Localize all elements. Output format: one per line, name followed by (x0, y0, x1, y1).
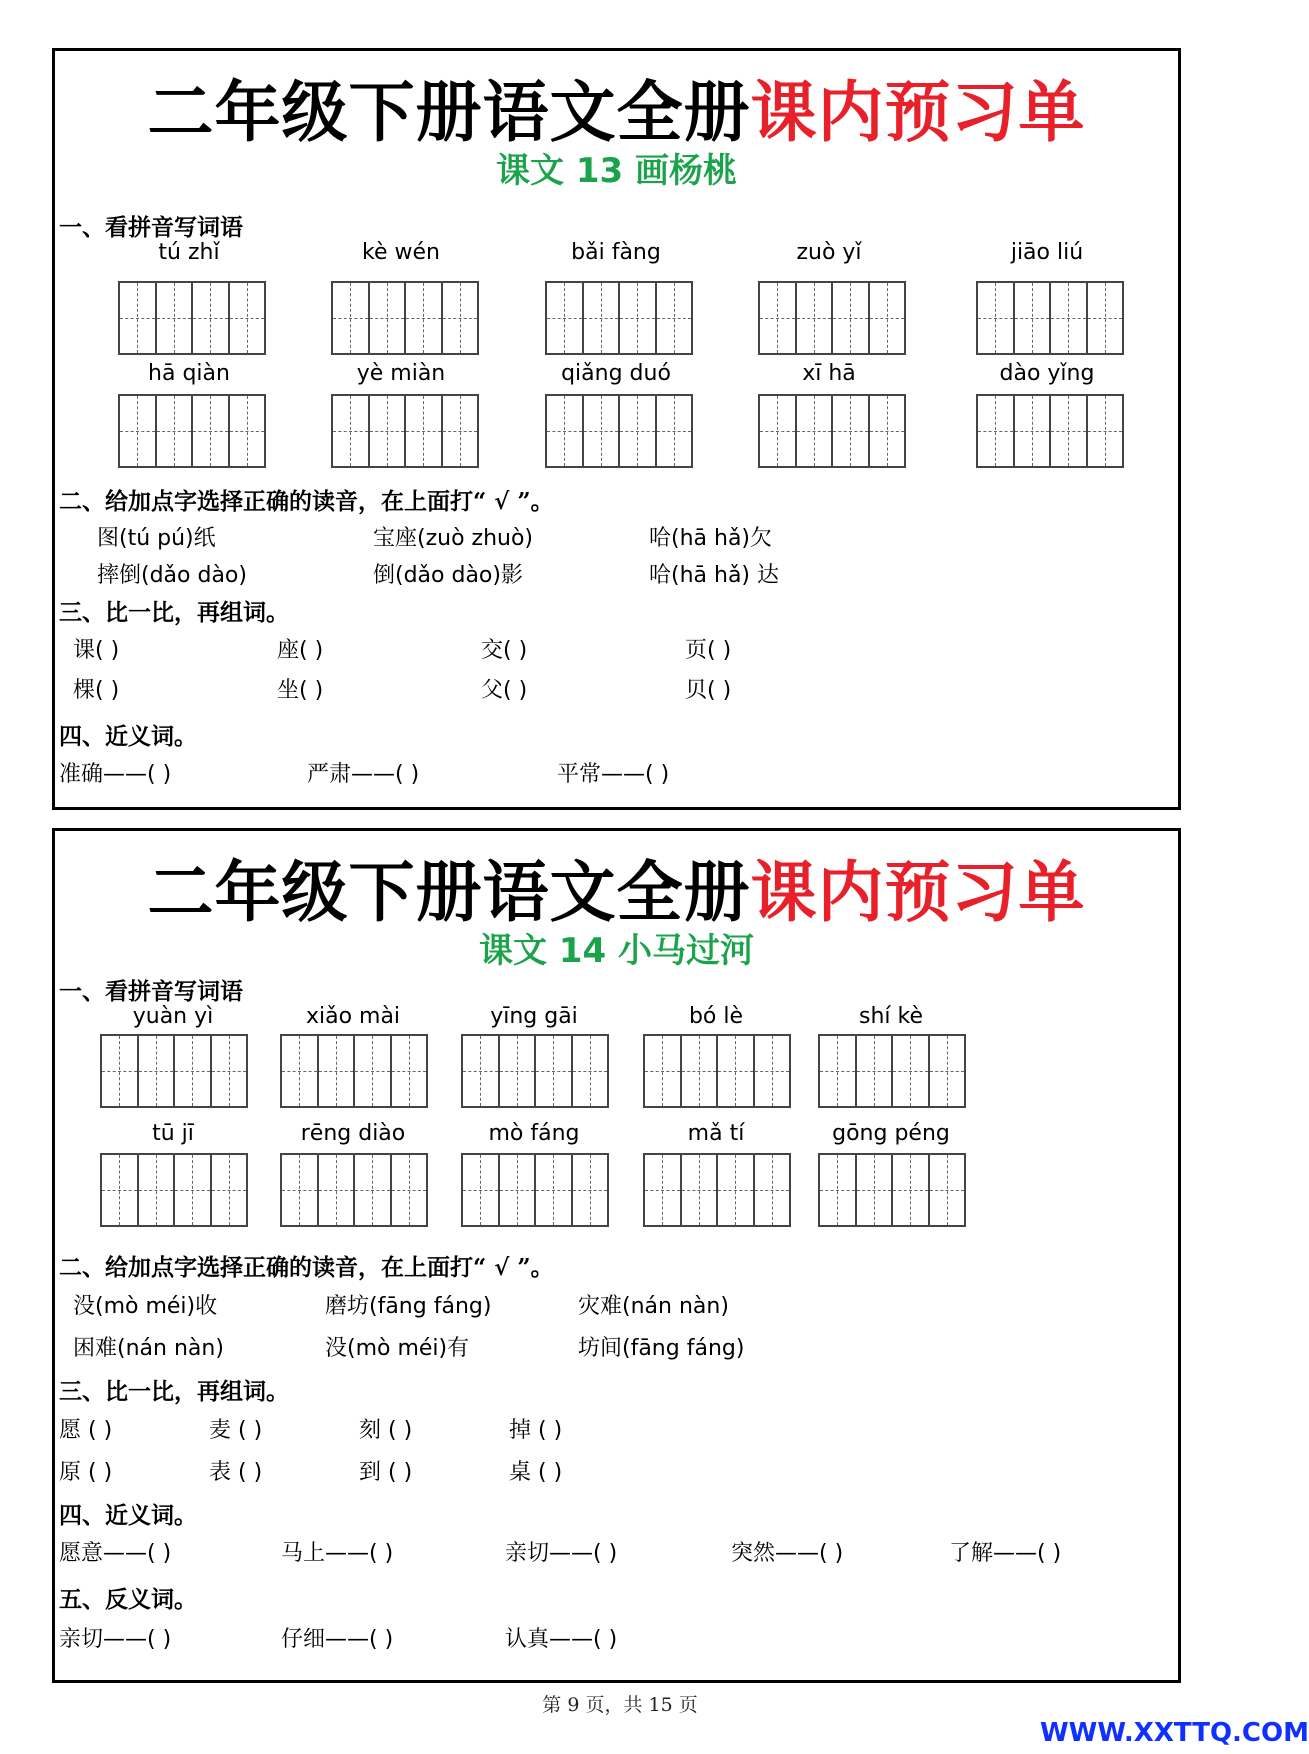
writing-grid[interactable] (758, 281, 906, 355)
reading-item[interactable]: 哈(hā hǎ) 达 (649, 563, 780, 588)
section-compare-heading: 三、比一比，再组词。 (59, 599, 289, 626)
pinyin-label: shí kè (858, 1004, 923, 1029)
compare-item[interactable]: 坐( ) (277, 678, 324, 703)
reading-item[interactable]: 图(tú pú)纸 (97, 526, 216, 551)
compare-item[interactable]: 座( ) (277, 638, 324, 663)
synonym-item[interactable]: 愿意——( ) (59, 1541, 172, 1566)
compare-item[interactable]: 麦 ( ) (209, 1418, 263, 1443)
page-footer: 第 9 页，共 15 页 (542, 1694, 698, 1716)
writing-grid[interactable] (331, 394, 479, 468)
reading-item[interactable]: 没(mò méi)收 (73, 1294, 218, 1319)
compare-item[interactable]: 到 ( ) (359, 1460, 413, 1485)
pinyin-label: rēng diào (300, 1121, 406, 1146)
compare-item[interactable]: 桌 ( ) (509, 1460, 563, 1485)
reading-item[interactable]: 困难(nán nàn) (73, 1336, 224, 1361)
pinyin-label: yè miàn (356, 361, 446, 386)
writing-grid[interactable] (461, 1034, 609, 1108)
writing-grid[interactable] (280, 1153, 428, 1227)
compare-item[interactable]: 愿 ( ) (59, 1418, 113, 1443)
synonym-item[interactable]: 平常——( ) (557, 762, 670, 787)
writing-grid[interactable] (331, 281, 479, 355)
writing-grid[interactable] (461, 1153, 609, 1227)
lesson-title: 课文 14 小马过河 (479, 931, 754, 971)
compare-item[interactable]: 课( ) (73, 638, 120, 663)
reading-item[interactable]: 灾难(nán nàn) (578, 1294, 729, 1319)
title-red-part: 课内预习单 (750, 853, 1086, 931)
title-black-part: 二年级下册语文全册 (147, 853, 751, 931)
reading-item[interactable]: 倒(dǎo dào)影 (373, 563, 523, 588)
synonym-item[interactable]: 马上——( ) (281, 1541, 394, 1566)
pinyin-label: tū jī (152, 1121, 194, 1146)
pinyin-label: yīng gāi (490, 1004, 578, 1029)
writing-grid[interactable] (118, 281, 266, 355)
antonym-item[interactable]: 认真——( ) (505, 1627, 618, 1652)
pinyin-label: bǎi fàng (571, 240, 661, 265)
compare-item[interactable]: 父( ) (481, 678, 528, 703)
pinyin-label: xī hā (802, 361, 856, 386)
writing-grid[interactable] (643, 1153, 791, 1227)
pinyin-label: kè wén (362, 240, 440, 265)
pinyin-label: mǎ tí (687, 1121, 745, 1146)
synonym-item[interactable]: 了解——( ) (949, 1541, 1062, 1566)
title-red-part: 课内预习单 (750, 73, 1086, 151)
writing-grid[interactable] (100, 1153, 248, 1227)
synonym-item[interactable]: 亲切——( ) (505, 1541, 618, 1566)
writing-grid[interactable] (545, 281, 693, 355)
compare-item[interactable]: 棵( ) (73, 678, 120, 703)
antonym-item[interactable]: 亲切——( ) (59, 1627, 172, 1652)
writing-grid[interactable] (976, 394, 1124, 468)
pinyin-label: zuò yǐ (796, 240, 862, 265)
worksheet-title (55, 59, 1178, 154)
reading-item[interactable]: 摔倒(dǎo dào) (97, 563, 247, 588)
section-pinyin-heading: 一、看拼音写词语 (59, 214, 243, 241)
writing-grid[interactable] (643, 1034, 791, 1108)
writing-grid[interactable] (758, 394, 906, 468)
compare-item[interactable]: 原 ( ) (59, 1460, 113, 1485)
pinyin-label: xiǎo mài (305, 1004, 401, 1029)
pinyin-label: qiǎng duó (561, 361, 671, 386)
writing-grid[interactable] (545, 394, 693, 468)
compare-item[interactable]: 页( ) (685, 638, 732, 663)
reading-item[interactable]: 宝座(zuò zhuò) (373, 526, 534, 551)
section-antonym-heading: 五、反义词。 (59, 1586, 197, 1613)
section-reading-heading: 二、给加点字选择正确的读音，在上面打“ √ ”。 (59, 1254, 554, 1281)
watermark: WWW.XXTTQ.COM (1040, 1718, 1309, 1748)
reading-item[interactable]: 哈(hā hǎ)欠 (649, 526, 773, 551)
pinyin-label: yuàn yì (132, 1004, 214, 1029)
section-reading-heading: 二、给加点字选择正确的读音，在上面打“ √ ”。 (59, 488, 554, 515)
writing-grid[interactable] (280, 1034, 428, 1108)
synonym-item[interactable]: 准确——( ) (59, 762, 172, 787)
antonym-item[interactable]: 仔细——( ) (281, 1627, 394, 1652)
writing-grid[interactable] (976, 281, 1124, 355)
reading-item[interactable]: 坊间(fāng fáng) (578, 1336, 745, 1361)
reading-item[interactable]: 磨坊(fāng fáng) (325, 1294, 492, 1319)
compare-item[interactable]: 表 ( ) (209, 1460, 263, 1485)
section-synonym-heading: 四、近义词。 (59, 1502, 197, 1529)
section-pinyin-heading: 一、看拼音写词语 (59, 978, 243, 1005)
worksheet-title (55, 839, 1178, 934)
title-black-part: 二年级下册语文全册 (147, 73, 751, 151)
writing-grid[interactable] (818, 1034, 966, 1108)
synonym-item[interactable]: 突然——( ) (731, 1541, 844, 1566)
worksheet-card-lesson13 (52, 48, 1181, 810)
pinyin-label: jiāo liú (1010, 240, 1084, 265)
compare-item[interactable]: 贝( ) (685, 678, 732, 703)
worksheet-card-lesson14 (52, 828, 1181, 1683)
writing-grid[interactable] (118, 394, 266, 468)
pinyin-label: bó lè (688, 1004, 744, 1029)
lesson-title: 课文 13 画杨桃 (496, 151, 737, 191)
reading-item[interactable]: 没(mò méi)有 (325, 1336, 470, 1361)
pinyin-label: mò fáng (488, 1121, 580, 1146)
pinyin-label: gōng péng (832, 1121, 950, 1146)
compare-item[interactable]: 交( ) (481, 638, 528, 663)
pinyin-label: dào yǐng (999, 361, 1095, 386)
synonym-item[interactable]: 严肃——( ) (307, 762, 420, 787)
pinyin-label: tú zhǐ (158, 240, 220, 265)
pinyin-label: hā qiàn (148, 361, 230, 386)
compare-item[interactable]: 刻 ( ) (359, 1418, 413, 1443)
section-compare-heading: 三、比一比，再组词。 (59, 1378, 289, 1405)
writing-grid[interactable] (818, 1153, 966, 1227)
compare-item[interactable]: 掉 ( ) (509, 1418, 563, 1443)
writing-grid[interactable] (100, 1034, 248, 1108)
section-synonym-heading: 四、近义词。 (59, 723, 197, 750)
